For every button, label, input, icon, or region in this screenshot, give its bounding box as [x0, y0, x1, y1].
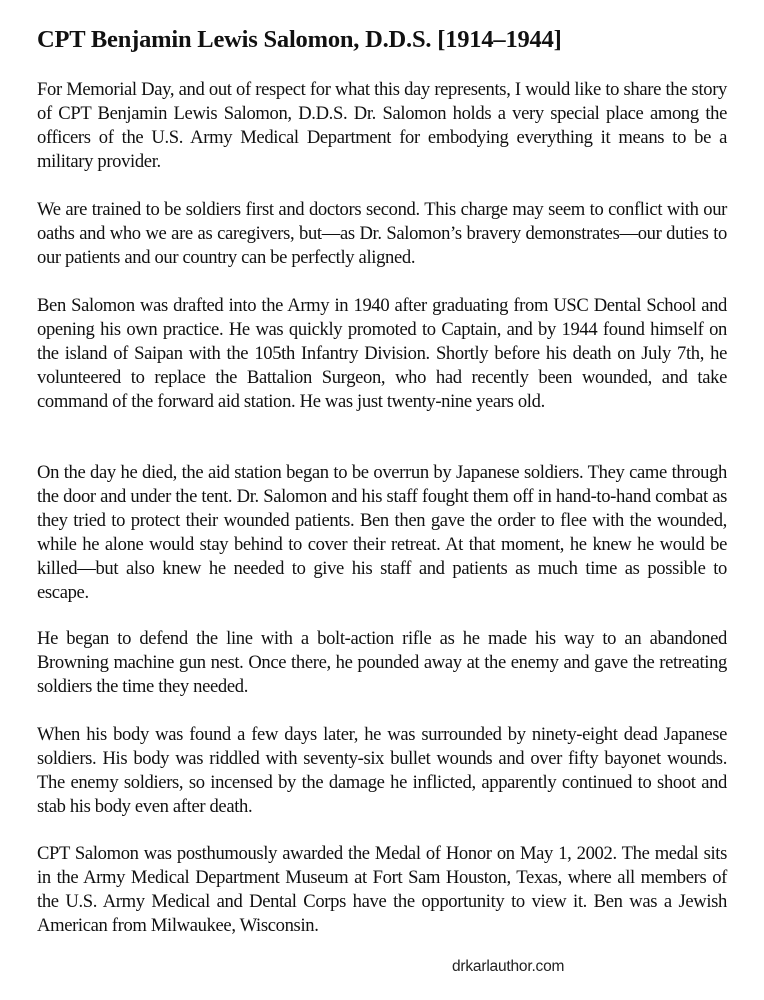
paragraph-defense: He began to defend the line with a bolt-action rifle as he made his way to an abandoned Browning machine gun nest. Once there, he pounded away at the enemy and gave the retreating soldiers the time they needed. [37, 628, 727, 697]
paragraph-medal-of-honor: CPT Salomon was posthumously awarded the Medal of Honor on May 1, 2002. The medal sits in the Army Medical Department Museum at Fort Sam Houston, Texas, where all members of the U.S. Army Medical and Dental Corps have the opportunity to view it. Ben was a Jewish American from Milwaukee, Wisconsin. [37, 843, 727, 936]
paragraph-background: Ben Salomon was drafted into the Army in 1940 after graduating from USC Dental School and opening his own practice. He was quickly promoted to Captain, and by 1944 found himself on the island of Saipan with the 105th Infantry Division. Shortly before his death on July 7th, he volunteered to replace the Battalion Surgeon, who had recently been wounded, and take command of the forward aid station. He was just twenty-nine years old. [37, 295, 727, 412]
paragraph-aftermath: When his body was found a few days later, he was surrounded by ninety-eight dead Japanese soldiers. His body was riddled with seventy-six bullet wounds and over fifty bayonet wounds. The enemy soldiers, so incensed by the damage he inflicted, apparently continued to shoot and stab his body even after death. [37, 724, 727, 817]
document-title: CPT Benjamin Lewis Salomon, D.D.S. [1914–1944] [37, 26, 562, 53]
paragraph-soldiers-first: We are trained to be soldiers first and doctors second. This charge may seem to conflict with our oaths and who we are as caregivers, but—as Dr. Salomon’s bravery demonstrates—our duties to our patients and our country can be perfectly aligned. [37, 199, 727, 268]
paragraph-intro: For Memorial Day, and out of respect for what this day represents, I would like to share the story of CPT Benjamin Lewis Salomon, D.D.S. Dr. Salomon holds a very special place among the officers of the U.S. Army Medical Department for embodying everything it means to be a military provider. [37, 79, 727, 172]
watermark-text: drkarlauthor.com [452, 958, 565, 975]
paragraph-aid-station: On the day he died, the aid station began to be overrun by Japanese soldiers. They came through the door and under the tent. Dr. Salomon and his staff fought them off in hand-to-hand combat as they tried to protect their wounded patients. Ben then gave the order to flee with the wounded, while he alone would stay behind to cover their retreat. At that moment, he knew he would be killed—but also knew he needed to give his staff and patients as much time as possible to escape. [37, 462, 727, 603]
